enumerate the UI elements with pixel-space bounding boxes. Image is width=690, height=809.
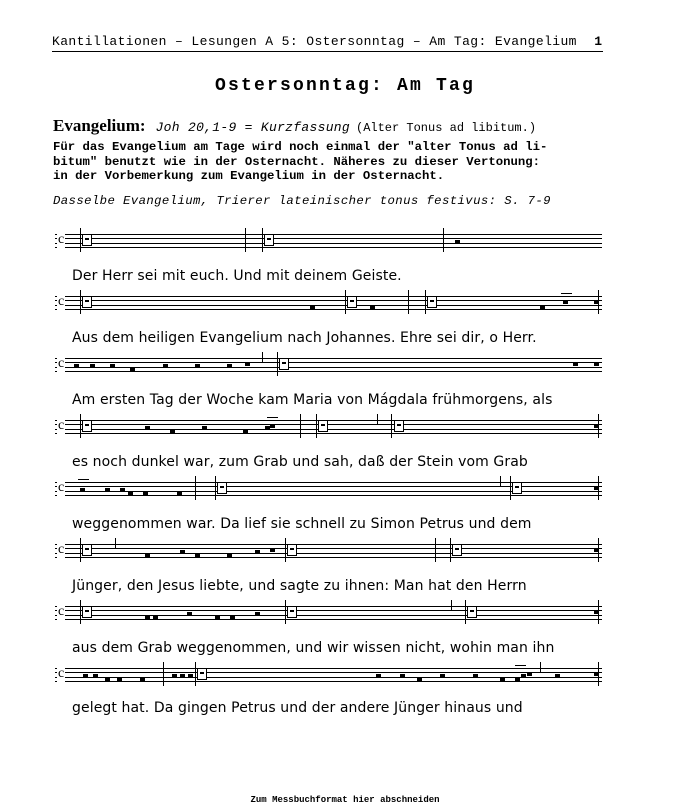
recitation-box xyxy=(318,420,328,432)
neume-note xyxy=(130,367,135,371)
staff-line xyxy=(55,557,602,558)
neume-note xyxy=(255,550,260,554)
accent-tick xyxy=(540,662,541,672)
introductory-note: Für das Evangelium am Tage wird noch einmal der "alter Tonus ad li- bitum" benutzt wie in der Osternacht. Näheres zu dieser Vertonung: in der Vorbemerkung zum Evangelium in der Osternacht. xyxy=(53,140,548,183)
staff-line xyxy=(55,544,602,545)
neume-note xyxy=(455,240,460,244)
staff xyxy=(55,482,602,496)
recitation-box xyxy=(217,482,227,494)
recitation-box xyxy=(512,482,522,494)
neume-note xyxy=(270,548,275,552)
neume-note xyxy=(202,426,207,430)
episema-dash xyxy=(267,417,278,418)
episema-dash xyxy=(515,665,526,666)
neume-note xyxy=(143,491,148,495)
neume-note xyxy=(594,300,599,304)
staff-line xyxy=(55,358,602,359)
staff-line xyxy=(55,548,602,549)
neume-note xyxy=(594,486,599,490)
neume-note xyxy=(177,491,182,495)
accent-tick xyxy=(451,600,452,610)
staff xyxy=(55,296,602,310)
staff xyxy=(55,668,602,682)
cut-note: Zum Messbuchformat hier abschneiden xyxy=(250,795,440,805)
neume-note xyxy=(163,364,168,368)
neume-note xyxy=(117,677,122,681)
page-title: Ostersonntag: Am Tag xyxy=(214,76,476,96)
recitation-box xyxy=(287,544,297,556)
lyric-line: aus dem Grab weggenommen, und wir wissen nicht, wohin man ihn xyxy=(72,640,555,656)
staff-line xyxy=(55,615,602,616)
bar-line xyxy=(435,538,436,562)
evangelium-alternative: (Alter Tonus ad libitum.) xyxy=(356,121,537,135)
neume-note xyxy=(243,429,248,433)
staff xyxy=(55,420,602,434)
neume-note xyxy=(227,364,232,368)
staff-line xyxy=(55,420,602,421)
c-clef-icon: c xyxy=(58,480,65,495)
evangelium-line xyxy=(53,116,536,136)
staff-line xyxy=(55,305,602,306)
recitation-box xyxy=(279,358,289,370)
staff-line xyxy=(55,433,602,434)
staff-line xyxy=(55,672,602,673)
neume-note xyxy=(500,677,505,681)
evangelium-label: Evangelium: xyxy=(53,116,146,135)
recitation-box xyxy=(394,420,404,432)
c-clef-icon: c xyxy=(58,542,65,557)
recitation-box xyxy=(347,296,357,308)
neume-note xyxy=(153,615,158,619)
staff-line xyxy=(55,309,602,310)
neume-note xyxy=(74,364,79,368)
bar-line xyxy=(195,476,196,500)
c-clef-icon: c xyxy=(58,294,65,309)
c-clef-icon: c xyxy=(58,666,65,681)
recitation-box xyxy=(82,606,92,618)
lyric-line: es noch dunkel war, zum Grab und sah, daß der Stein vom Grab xyxy=(72,454,528,470)
neume-note xyxy=(140,677,145,681)
staff-line xyxy=(55,553,602,554)
neume-note xyxy=(80,488,85,492)
staff-line xyxy=(55,606,602,607)
neume-note xyxy=(594,672,599,676)
staff xyxy=(55,606,602,620)
recitation-box xyxy=(427,296,437,308)
neume-note xyxy=(573,362,578,366)
neume-note xyxy=(376,674,381,678)
neume-note xyxy=(555,674,560,678)
neume-note xyxy=(594,362,599,366)
neume-note xyxy=(594,610,599,614)
page-number: 1 xyxy=(594,34,602,49)
staff xyxy=(55,234,602,248)
staff xyxy=(55,358,602,372)
neume-note xyxy=(255,612,260,616)
evangelium-reference: Joh 20,1-9 = Kurzfassung xyxy=(155,120,350,135)
neume-note xyxy=(515,677,520,681)
neume-note xyxy=(93,674,98,678)
bar-line xyxy=(300,414,301,438)
neume-note xyxy=(90,364,95,368)
accent-tick xyxy=(500,476,501,486)
neume-note xyxy=(215,615,220,619)
staff-line xyxy=(55,300,602,301)
accent-tick xyxy=(115,538,116,548)
staff-line xyxy=(55,619,602,620)
neume-note xyxy=(245,362,250,366)
recitation-box xyxy=(264,234,274,246)
neume-note xyxy=(120,488,125,492)
neume-note xyxy=(180,674,185,678)
recitation-box xyxy=(82,544,92,556)
neume-note xyxy=(110,364,115,368)
staff-line xyxy=(55,371,602,372)
recitation-box xyxy=(197,668,207,680)
staff-line xyxy=(55,234,602,235)
accent-tick xyxy=(377,414,378,424)
neume-note xyxy=(310,305,315,309)
staff-line xyxy=(55,681,602,682)
staff-line xyxy=(55,668,602,669)
staff-line xyxy=(55,367,602,368)
neume-note xyxy=(105,677,110,681)
neume-note xyxy=(473,674,478,678)
neume-note xyxy=(83,674,88,678)
staff-line xyxy=(55,610,602,611)
source-reference: Dasselbe Evangelium, Trierer lateinischer tonus festivus: S. 7-9 xyxy=(53,194,551,208)
lyric-line: Am ersten Tag der Woche kam Maria von Mágdala frühmorgens, als xyxy=(72,392,553,408)
c-clef-icon: c xyxy=(58,418,65,433)
neume-note xyxy=(527,672,532,676)
neume-note xyxy=(270,424,275,428)
neume-note xyxy=(563,300,568,304)
neume-note xyxy=(195,364,200,368)
staff-line xyxy=(55,495,602,496)
neume-note xyxy=(180,550,185,554)
staff-line xyxy=(55,362,602,363)
staff-line xyxy=(55,247,602,248)
staff-line xyxy=(55,238,602,239)
recitation-box xyxy=(452,544,462,556)
neume-note xyxy=(195,553,200,557)
neume-note xyxy=(128,491,133,495)
c-clef-icon: c xyxy=(58,232,65,247)
neume-note xyxy=(187,612,192,616)
running-header: Kantillationen – Lesungen A 5: Ostersonntag – Am Tag: Evangelium xyxy=(52,34,577,49)
neume-note xyxy=(170,429,175,433)
neume-note xyxy=(145,553,150,557)
recitation-box xyxy=(82,234,92,246)
neume-note xyxy=(105,488,110,492)
neume-note xyxy=(521,674,526,678)
neume-note xyxy=(230,615,235,619)
staff-line xyxy=(55,296,602,297)
neume-note xyxy=(227,553,232,557)
neume-note xyxy=(440,674,445,678)
neume-note xyxy=(145,426,150,430)
c-clef-icon: c xyxy=(58,604,65,619)
lyric-line: weggenommen war. Da lief sie schnell zu Simon Petrus und dem xyxy=(72,516,532,532)
bar-line xyxy=(443,228,444,252)
staff-line xyxy=(55,424,602,425)
bar-line xyxy=(408,290,409,314)
staff-line xyxy=(55,243,602,244)
header-rule xyxy=(52,51,603,52)
staff-line xyxy=(55,429,602,430)
recitation-box xyxy=(467,606,477,618)
neume-note xyxy=(145,615,150,619)
accent-tick xyxy=(262,352,263,362)
neume-note xyxy=(370,305,375,309)
episema-dash xyxy=(78,479,89,480)
staff xyxy=(55,544,602,558)
recitation-box xyxy=(287,606,297,618)
c-clef-icon: c xyxy=(58,356,65,371)
episema-dash xyxy=(561,293,572,294)
bar-line xyxy=(163,662,164,686)
neume-note xyxy=(417,677,422,681)
lyric-line: Der Herr sei mit euch. Und mit deinem Geiste. xyxy=(72,268,402,284)
lyric-line: Aus dem heiligen Evangelium nach Johannes. Ehre sei dir, o Herr. xyxy=(72,330,537,346)
recitation-box xyxy=(82,420,92,432)
neume-note xyxy=(188,674,193,678)
lyric-line: Jünger, den Jesus liebte, und sagte zu ihnen: Man hat den Herrn xyxy=(72,578,527,594)
lyric-line: gelegt hat. Da gingen Petrus und der andere Jünger hinaus und xyxy=(72,700,523,716)
neume-note xyxy=(172,674,177,678)
recitation-box xyxy=(82,296,92,308)
neume-note xyxy=(594,548,599,552)
neume-note xyxy=(400,674,405,678)
bar-line xyxy=(391,414,392,438)
bar-line xyxy=(245,228,246,252)
neume-note xyxy=(540,305,545,309)
neume-note xyxy=(594,424,599,428)
